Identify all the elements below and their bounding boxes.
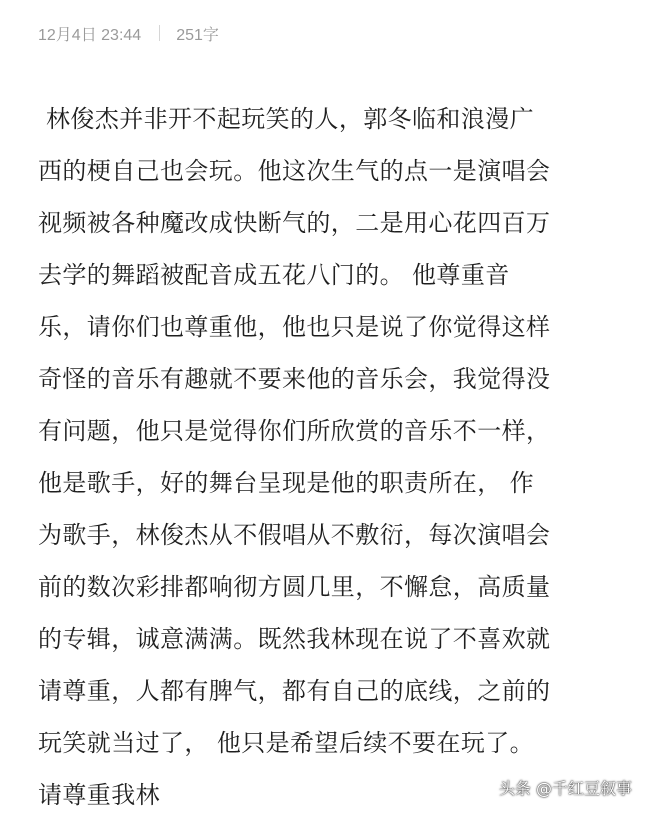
note-line: 乐，请你们也尊重他，他也只是说了你觉得这样 [38, 313, 551, 341]
note-body[interactable] [38, 93, 618, 821]
note-line: 为歌手，林俊杰从不假唱从不敷衍，每次演唱会 [38, 521, 551, 549]
note-line: 的专辑，诚意满满。既然我林现在说了不喜欢就 [38, 625, 551, 653]
note-word-count: 251字 [176, 26, 219, 44]
note-line: 林俊杰并非开不起玩笑的人，郭冬临和浪漫广 [38, 105, 535, 133]
note-line: 请尊重我林 [38, 781, 160, 809]
note-meta-bar [38, 20, 219, 46]
note-line: 玩笑就当过了， 他只是希望后续不要在玩了。 [38, 729, 535, 757]
source-watermark: 头条 @千红豆叙事 [498, 779, 632, 798]
meta-divider [159, 25, 160, 41]
note-line: 奇怪的音乐有趣就不要来他的音乐会，我觉得没 [38, 365, 551, 393]
note-line: 视频被各种魔改成快断气的，二是用心花四百万 [38, 209, 551, 237]
note-line: 他是歌手，好的舞台呈现是他的职责所在， 作 [38, 469, 535, 497]
note-date: 12月4日 23:44 [38, 26, 142, 44]
note-line: 有问题，他只是觉得你们所欣赏的音乐不一样， [38, 417, 551, 445]
note-line: 去学的舞蹈被配音成五花八门的。 他尊重音 [38, 261, 510, 289]
note-line: 西的梗自己也会玩。他这次生气的点一是演唱会 [38, 157, 551, 185]
note-line: 请尊重，人都有脾气，都有自己的底线，之前的 [38, 677, 551, 705]
note-line: 前的数次彩排都响彻方圆几里，不懈怠，高质量 [38, 573, 551, 601]
